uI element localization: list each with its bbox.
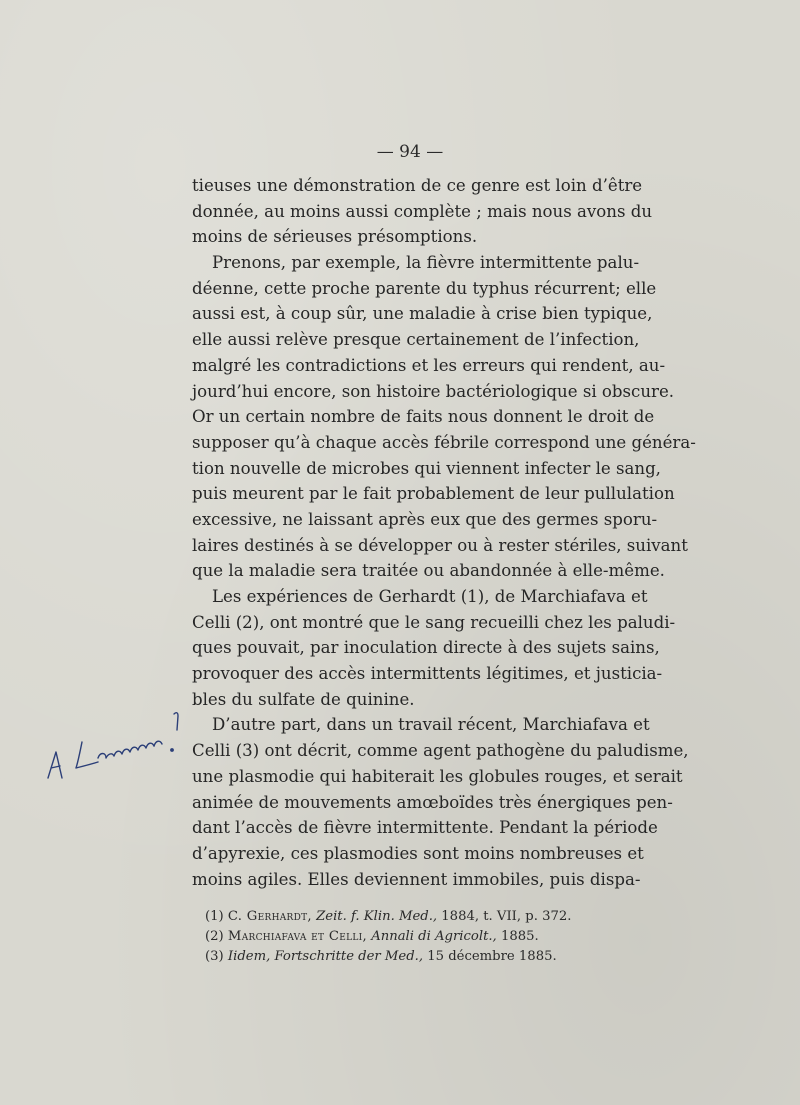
text-line: malgré les contradictions et les erreurs qui rendent, au- [192, 355, 666, 375]
text-line: que la maladie sera traitée ou abandonnée à elle-même. [192, 561, 665, 581]
text-line: Celli (3) ont décrit, comme agent pathogène du paludisme, [192, 741, 689, 761]
text-line: déenne, cette proche parente du typhus récurrent; elle [192, 278, 657, 298]
handwritten-annotation [40, 700, 190, 790]
footnote-title: Zeit. f. Klin. Med., [316, 909, 438, 924]
text-line: elle aussi relève presque certainement de l’infection, [192, 330, 640, 350]
text-line: jourd’hui encore, son histoire bactériologique si obscure. [192, 381, 675, 401]
text-line: une plasmodie qui habiterait les globules rouges, et serait [192, 766, 683, 786]
text-line: ques pouvait, par inoculation directe à des sujets sains, [192, 638, 660, 658]
footnotes [205, 907, 635, 967]
text-line: Or un certain nombre de faits nous donnent le droit de [192, 407, 655, 427]
text-line: excessive, ne laissant après eux que des germes sporu- [192, 509, 658, 529]
text-line: provoquer des accès intermittents légitimes, et justicia- [192, 664, 663, 684]
body-text [192, 173, 696, 892]
text-line: Celli (2), ont montré que le sang recueilli chez les paludi- [192, 612, 676, 632]
footnote-details: 1884, t. VII, p. 372. [441, 909, 572, 924]
footnote-details: 1885. [500, 929, 539, 944]
text-line: puis meurent par le fait probablement de leur pullulation [192, 484, 675, 504]
text-line: tion nouvelle de microbes qui viennent infecter le sang, [192, 458, 661, 478]
text-line: Prenons, par exemple, la fièvre intermittente palu- [212, 253, 640, 273]
footnote-3 [205, 947, 635, 967]
text-line: dant l’accès de fièvre intermittente. Pendant la période [192, 818, 658, 838]
text-line: supposer qu’à chaque accès fébrile correspond une généra- [192, 432, 696, 452]
footnote-number: (2) [205, 929, 224, 944]
text-line: moins agiles. Elles deviennent immobiles, puis dispa- [192, 869, 641, 889]
footnote-number: (3) [205, 949, 224, 964]
text-line: bles du sulfate de quinine. [192, 689, 415, 709]
footnote-author: Marchiafava et Celli, [227, 929, 367, 944]
text-line: moins de sérieuses présomptions. [192, 227, 478, 247]
text-line: D’autre part, dans un travail récent, Marchiafava et [212, 715, 650, 735]
text-line: donnée, au moins aussi complète ; mais nous avons du [192, 201, 653, 221]
footnote-author: C. Gerhardt, [227, 909, 312, 924]
page-number: — 94 — [376, 142, 444, 162]
footnote-title: Iidem, Fortschritte der Med., [227, 949, 424, 964]
footnote-1 [205, 907, 635, 927]
text-line: Les expériences de Gerhardt (1), de Marchiafava et [212, 587, 648, 606]
footnote-title: Annali di Agricolt., [371, 929, 497, 944]
text-line: animée de mouvements amœboïdes très énergiques pen- [192, 792, 673, 812]
text-line: aussi est, à coup sûr, une maladie à crise bien typique, [192, 304, 653, 324]
text-line: d’apyrexie, ces plasmodies sont moins nombreuses et [192, 843, 644, 863]
footnote-2 [205, 927, 635, 947]
text-line: laires destinés à se développer ou à rester stériles, suivant [192, 535, 688, 555]
footnote-number: (1) [205, 909, 224, 924]
text-line: tieuses une démonstration de ce genre est loin d’être [192, 176, 643, 195]
footnote-details: 15 décembre 1885. [427, 949, 557, 964]
